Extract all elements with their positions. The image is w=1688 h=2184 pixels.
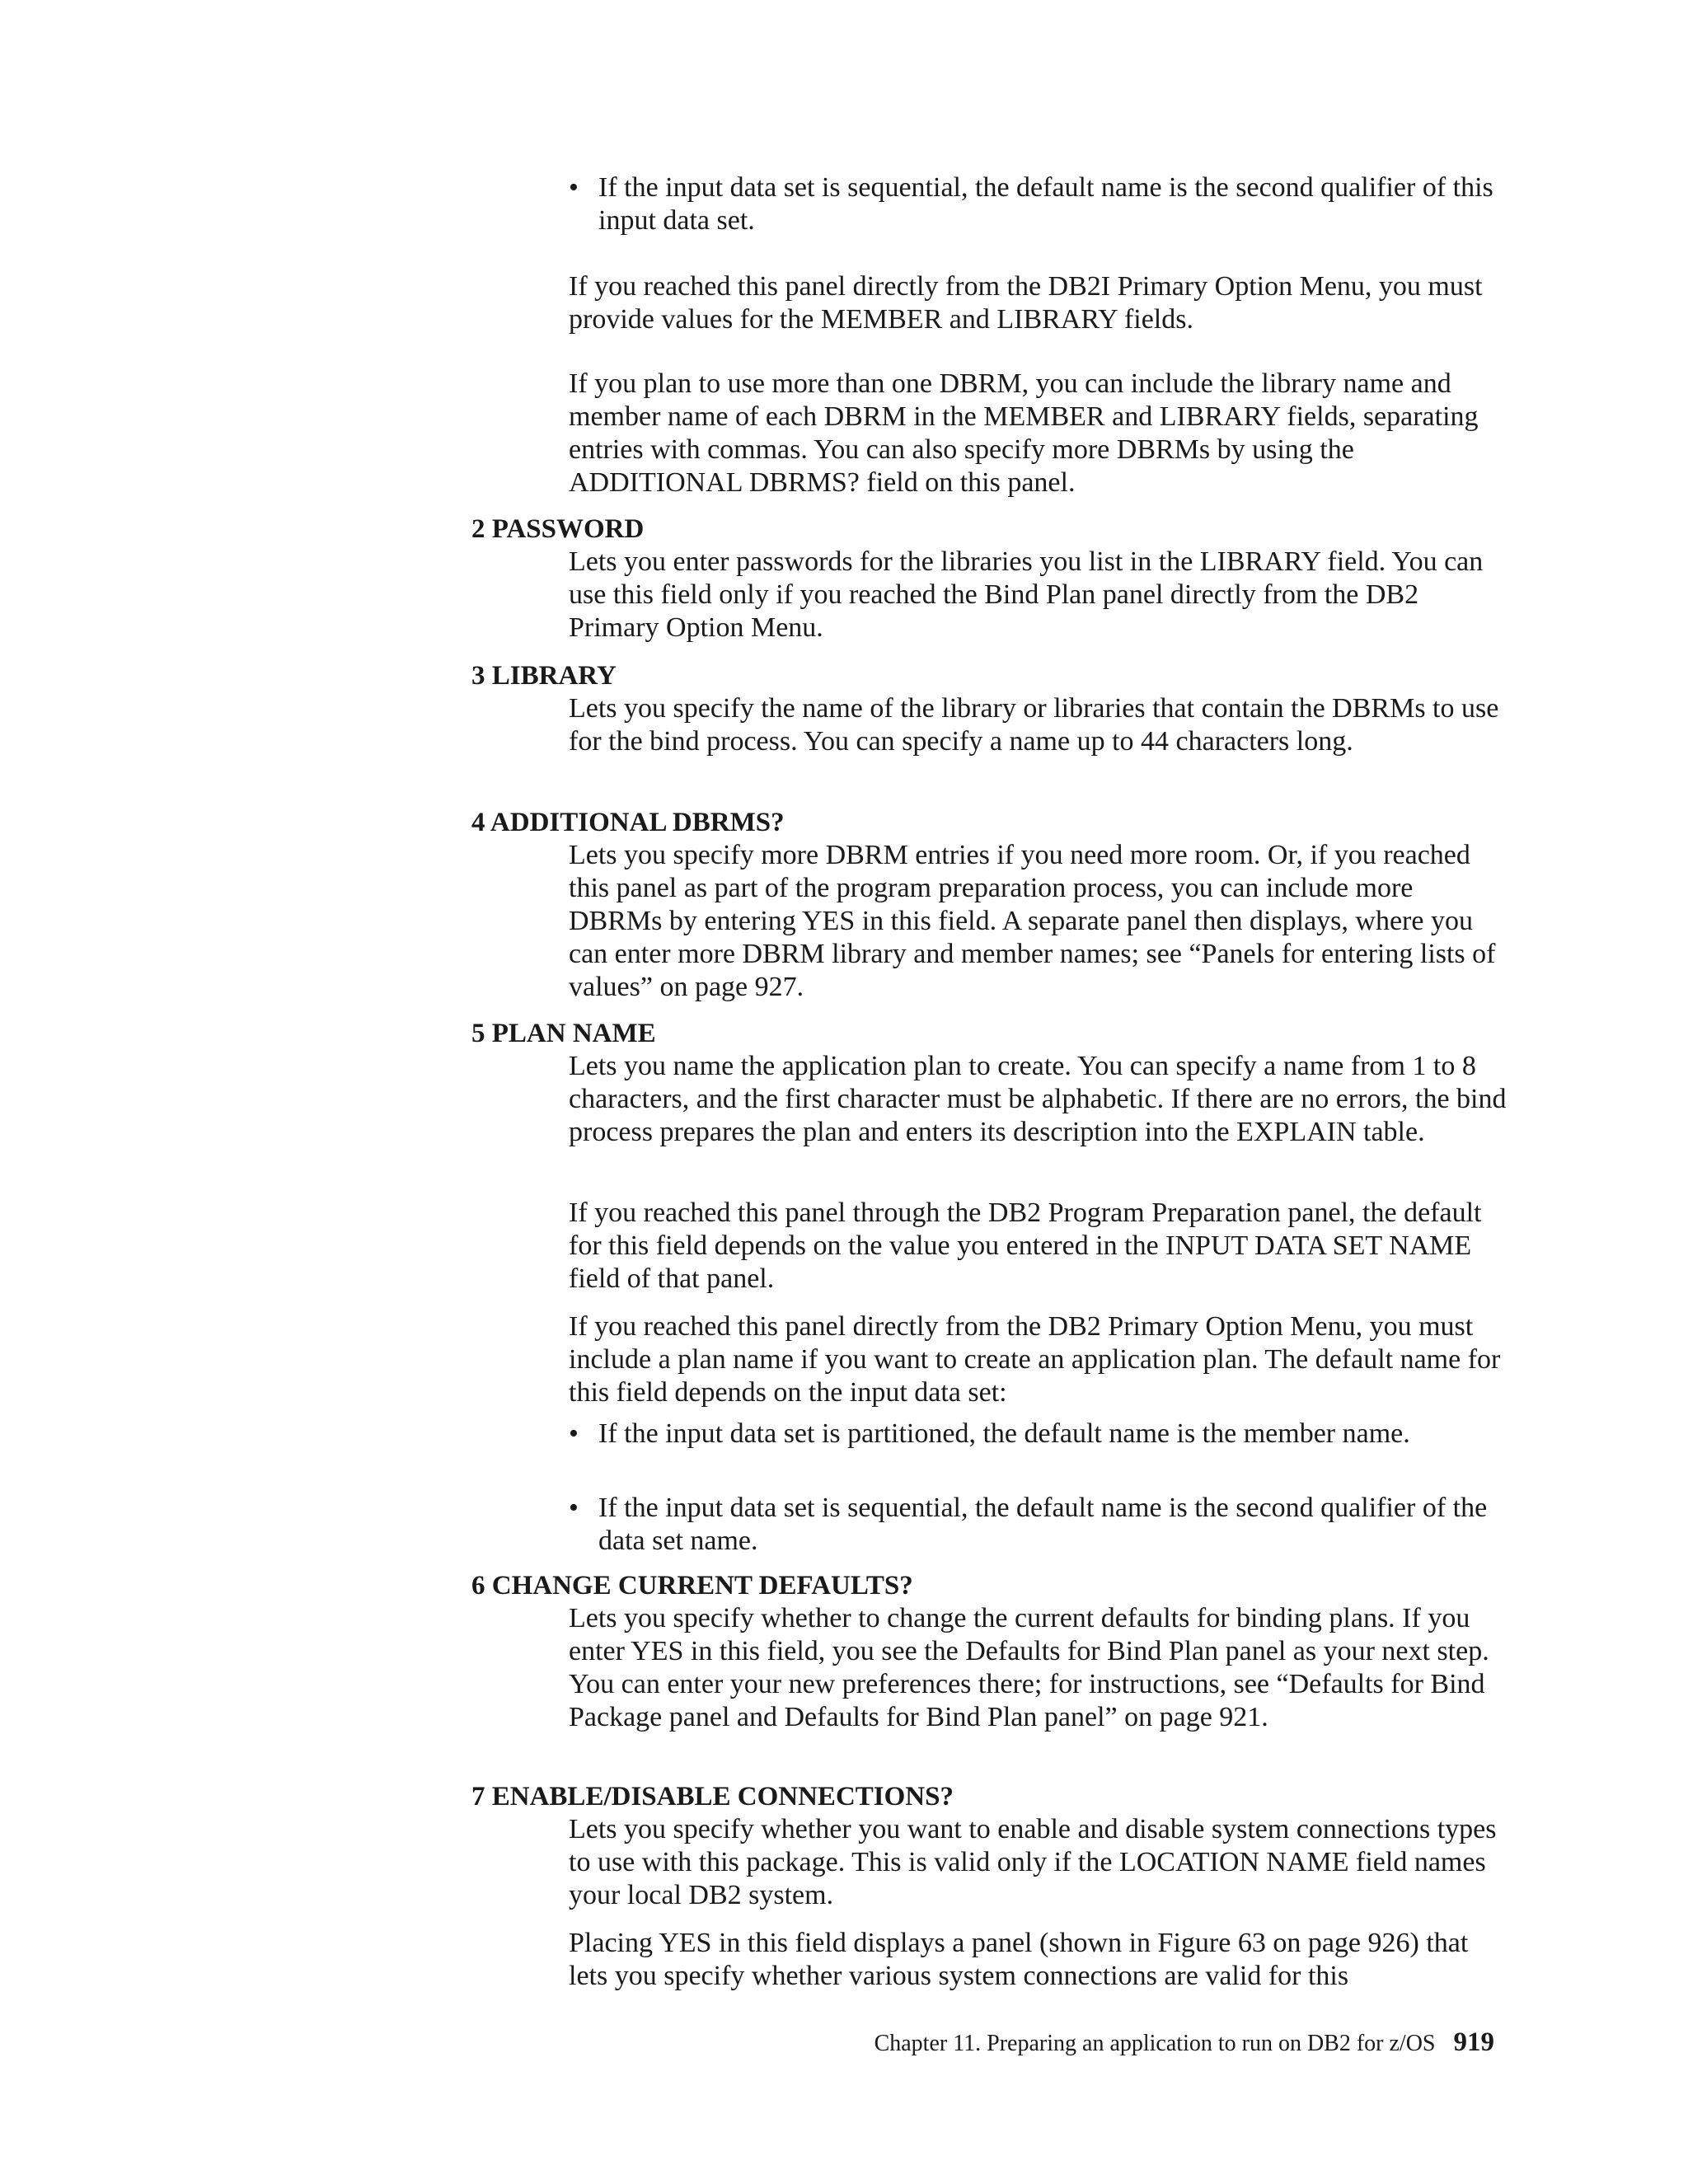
bullet-glyph: • — [569, 172, 579, 203]
intro-bullet-item — [569, 171, 1508, 237]
term-plan-name: 5 PLAN NAME — [471, 1019, 656, 1048]
change-defaults-description: Lets you specify whether to change the current defaults for binding plans. If you enter YES in this field, you see the Defaults for Bind Plan panel as your next step. You can enter your new preferences there; for instructions, see “Defaults for Bind Package panel and Defaults for Bind Plan panel” on page 921. — [569, 1603, 1489, 1732]
term-enable-disable-connections: 7 ENABLE/DISABLE CONNECTIONS? — [471, 1782, 954, 1811]
plan-bullet-item-1 — [569, 1418, 1508, 1451]
term-library: 3 LIBRARY — [471, 661, 617, 691]
footer-chapter-title: Chapter 11. Preparing an application to run on DB2 for z/OS — [874, 2031, 1436, 2056]
intro-paragraph-2: If you plan to use more than one DBRM, you can include the library name and member name of each DBRM in the MEMBER and LIBRARY fields, separating entries with commas. You can also specify more DBRMs by using the ADDITIONAL DBRMS? field on this panel. — [569, 368, 1479, 498]
term-change-current-defaults: 6 CHANGE CURRENT DEFAULTS? — [471, 1571, 913, 1601]
connections-paragraph-2: Placing YES in this field displays a panel (shown in Figure 63 on page 926) that lets you specify whether various system connections are valid for this — [569, 1928, 1469, 1991]
plan-bullet-2-text: If the input data set is sequential, the default name is the second qualifier of the data set name. — [598, 1493, 1488, 1556]
intro-bullet-text: If the input data set is sequential, the default name is the second qualifier of this input data set. — [598, 172, 1493, 236]
term-additional-dbrms: 4 ADDITIONAL DBRMS? — [471, 808, 785, 837]
plan-bullet-item-2 — [569, 1492, 1508, 1558]
plan-name-paragraph-2: If you reached this panel through the DB2 Program Preparation panel, the default for this field depends on the value you entered in the INPUT DATA SET NAME field of that panel. — [569, 1197, 1482, 1294]
password-description: Lets you enter passwords for the libraries you list in the LIBRARY field. You can use this field only if you reached the Bind Plan panel directly from the DB2 Primary Option Menu. — [569, 546, 1484, 643]
additional-dbrms-description: Lets you specify more DBRM entries if you need more room. Or, if you reached this panel as part of the program preparation process, you can include more DBRMs by entering YES in this field. A separate panel then displays, where you can enter more DBRM library and member names; see “Panels for entering lists of values” on page 927. — [569, 840, 1496, 1002]
intro-paragraph-1: If you reached this panel directly from the DB2I Primary Option Menu, you must provide values for the MEMBER and LIBRARY fields. — [569, 271, 1483, 335]
bullet-glyph: • — [569, 1493, 579, 1523]
library-description: Lets you specify the name of the library or libraries that contain the DBRMs to use for the bind process. You can specify a name up to 44 characters long. — [569, 693, 1499, 757]
term-password: 2 PASSWORD — [471, 514, 645, 544]
plan-name-paragraph-3: If you reached this panel directly from the DB2 Primary Option Menu, you must include a plan name if you want to create an application plan. The default name for this field depends on the input data set: — [569, 1311, 1501, 1408]
plan-name-paragraph-1: Lets you name the application plan to create. You can specify a name from 1 to 8 characters, and the first character must be alphabetic. If there are no errors, the bind process prepares the plan and enters its description into the EXPLAIN table. — [569, 1051, 1507, 1147]
page-number: 919 — [1453, 2027, 1494, 2057]
bullet-glyph: • — [569, 1418, 579, 1449]
plan-bullet-1-text: If the input data set is partitioned, the default name is the member name. — [598, 1418, 1410, 1449]
page-footer — [874, 2026, 1494, 2060]
connections-paragraph-1: Lets you specify whether you want to enable and disable system connections types to use with this package. This is valid only if the LOCATION NAME field names your local DB2 system. — [569, 1814, 1497, 1910]
